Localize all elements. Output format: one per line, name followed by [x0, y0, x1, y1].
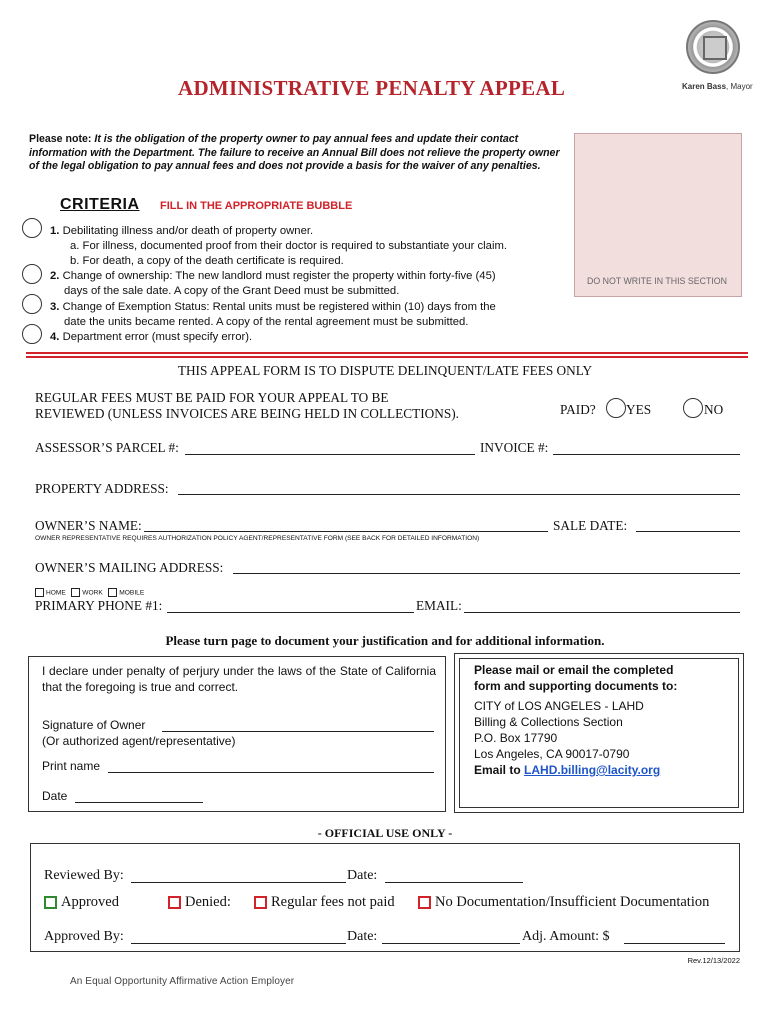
- note-text: It is the obligation of the property owner to pay annual fees and update their contact information with the Department. The failure to receive an Annual Bill does not relieve the property owner of the legal obligation to pay annual fees and does not provide a basis for the waiver of any penalties.: [29, 133, 560, 173]
- reviewed-date-label: Date:: [347, 868, 378, 883]
- owner-name-label: OWNER’S NAME:: [35, 518, 142, 533]
- adj-amount-label: Adj. Amount: $: [522, 929, 610, 944]
- sale-date-field[interactable]: [636, 531, 740, 532]
- mayor-credit: [682, 82, 753, 91]
- mailing-address-field[interactable]: [233, 573, 740, 574]
- signature-label: Signature of Owner: [42, 718, 146, 732]
- approved-by-label: Approved By:: [44, 929, 124, 944]
- turn-page-note: Please turn page to document your justification and for additional information.: [165, 633, 605, 648]
- lahd-email-link[interactable]: LAHD.billing@lacity.org: [524, 763, 661, 777]
- approved-checkbox[interactable]: [44, 896, 57, 909]
- sale-date-label: SALE DATE:: [553, 518, 628, 533]
- phone-type-options: [35, 588, 144, 597]
- reviewed-by-field[interactable]: [131, 882, 346, 883]
- adj-amount-field[interactable]: [624, 943, 725, 944]
- print-name-label: Print name: [42, 759, 101, 773]
- criteria-item: 4. Department error (must specify error).: [50, 331, 253, 343]
- mobile-checkbox[interactable]: [108, 588, 117, 597]
- reviewed-by-label: Reviewed By:: [44, 868, 124, 883]
- invoice-label: INVOICE #:: [480, 440, 549, 455]
- date-field[interactable]: [75, 802, 203, 803]
- criteria-bubble-4[interactable]: [22, 324, 42, 344]
- mayor-title: , Mayor: [726, 82, 753, 91]
- criteria-heading: CRITERIA: [60, 196, 140, 213]
- approved-date-field[interactable]: [382, 943, 520, 944]
- approved-date-label: Date:: [347, 929, 378, 944]
- eoe-statement: An Equal Opportunity Affirmative Action Employer: [70, 976, 295, 987]
- work-checkbox[interactable]: [71, 588, 80, 597]
- regular-fees-not-paid-option[interactable]: Regular fees not paid: [254, 894, 395, 911]
- divider: [26, 356, 748, 358]
- date-label: Date: [42, 789, 68, 803]
- note-label: Please note:: [29, 133, 92, 145]
- criteria-item: 1. Debilitating illness and/or death of property owner.: [50, 225, 314, 237]
- no-documentation-checkbox[interactable]: [418, 896, 431, 909]
- mayor-name: Karen Bass: [682, 82, 727, 91]
- divider: [26, 352, 748, 354]
- phone-label: PRIMARY PHONE #1:: [35, 598, 163, 613]
- criteria-bubble-2[interactable]: [22, 264, 42, 284]
- declaration-text: I declare under penalty of perjury under the laws of the State of California that the foregoing is true and correct.: [42, 664, 436, 694]
- city-seal-logo: [686, 20, 740, 74]
- denied-option[interactable]: Denied:: [168, 894, 231, 911]
- paid-no-bubble[interactable]: [683, 398, 703, 418]
- invoice-field[interactable]: [553, 454, 740, 455]
- paid-yes-bubble[interactable]: [606, 398, 626, 418]
- phone-field[interactable]: [167, 612, 414, 613]
- paid-yes-label: YES: [626, 402, 652, 417]
- mobile-label: MOBILE: [119, 589, 145, 597]
- owner-rep-note: OWNER REPRESENTATIVE REQUIRES AUTHORIZATION POLICY AGENT/REPRESENTATIVE FORM (SEE BACK FOR DETAILED INFORMATION): [35, 535, 480, 542]
- criteria-instruction: FILL IN THE APPROPRIATE BUBBLE: [160, 200, 353, 212]
- mailing-heading: Please mail or email the completed form and supporting documents to:: [474, 663, 678, 693]
- office-use-label: DO NOT WRITE IN THIS SECTION: [587, 276, 727, 286]
- apn-field[interactable]: [185, 454, 475, 455]
- paid-label: PAID?: [560, 402, 596, 417]
- form-title: ADMINISTRATIVE PENALTY APPEAL: [178, 76, 566, 100]
- owner-name-field[interactable]: [144, 531, 548, 532]
- reviewed-date-field[interactable]: [385, 882, 523, 883]
- regular-fees-note: REGULAR FEES MUST BE PAID FOR YOUR APPEAL TO BE REVIEWED (UNLESS INVOICES ARE BEING HELD IN COLLECTIONS).: [35, 390, 459, 421]
- signature-field[interactable]: [162, 731, 434, 732]
- criteria-item: 3. Change of Exemption Status: Rental units must be registered within (10) days from the: [50, 301, 496, 313]
- mailing-address-block: CITY of LOS ANGELES - LAHD Billing & Collections Section P.O. Box 17790 Los Angeles, CA 90017-0790 Email to LAHD.billing@lacity.org: [474, 699, 661, 777]
- approved-by-field[interactable]: [131, 943, 346, 944]
- home-checkbox[interactable]: [35, 588, 44, 597]
- criteria-item: days of the sale date. A copy of the Grant Deed must be submitted.: [64, 285, 400, 297]
- no-documentation-option[interactable]: No Documentation/Insufficient Documentation: [418, 894, 709, 911]
- note-paragraph: [29, 133, 564, 174]
- email-label: EMAIL:: [416, 598, 462, 613]
- criteria-bubble-3[interactable]: [22, 294, 42, 314]
- property-address-label: PROPERTY ADDRESS:: [35, 481, 169, 496]
- regular-fees-checkbox[interactable]: [254, 896, 267, 909]
- work-label: WORK: [82, 589, 103, 597]
- criteria-item: 2. Change of ownership: The new landlord must register the property within forty-five (45): [50, 270, 496, 282]
- mailing-address-label: OWNER’S MAILING ADDRESS:: [35, 560, 224, 575]
- criteria-item: a. For illness, documented proof from their doctor is required to substantiate your claim.: [70, 240, 508, 252]
- criteria-bubble-1[interactable]: [22, 218, 42, 238]
- apn-label: ASSESSOR’S PARCEL #:: [35, 440, 179, 455]
- official-use-heading: - OFFICIAL USE ONLY -: [317, 826, 453, 840]
- criteria-item: b. For death, a copy of the death certificate is required.: [70, 255, 344, 267]
- property-address-field[interactable]: [178, 494, 740, 495]
- revision-date: Rev.12/13/2022: [687, 956, 740, 965]
- dispute-heading: THIS APPEAL FORM IS TO DISPUTE DELINQUENT/LATE FEES ONLY: [177, 363, 593, 378]
- office-use-box: [574, 133, 742, 297]
- criteria-item: date the units became rented. A copy of the rental agreement must be submitted.: [64, 316, 469, 328]
- signature-sub: (Or authorized agent/representative): [42, 734, 236, 748]
- print-name-field[interactable]: [108, 772, 434, 773]
- approved-option[interactable]: Approved: [44, 894, 119, 911]
- denied-checkbox[interactable]: [168, 896, 181, 909]
- email-field[interactable]: [464, 612, 740, 613]
- paid-no-label: NO: [704, 402, 724, 417]
- home-label: HOME: [46, 589, 66, 597]
